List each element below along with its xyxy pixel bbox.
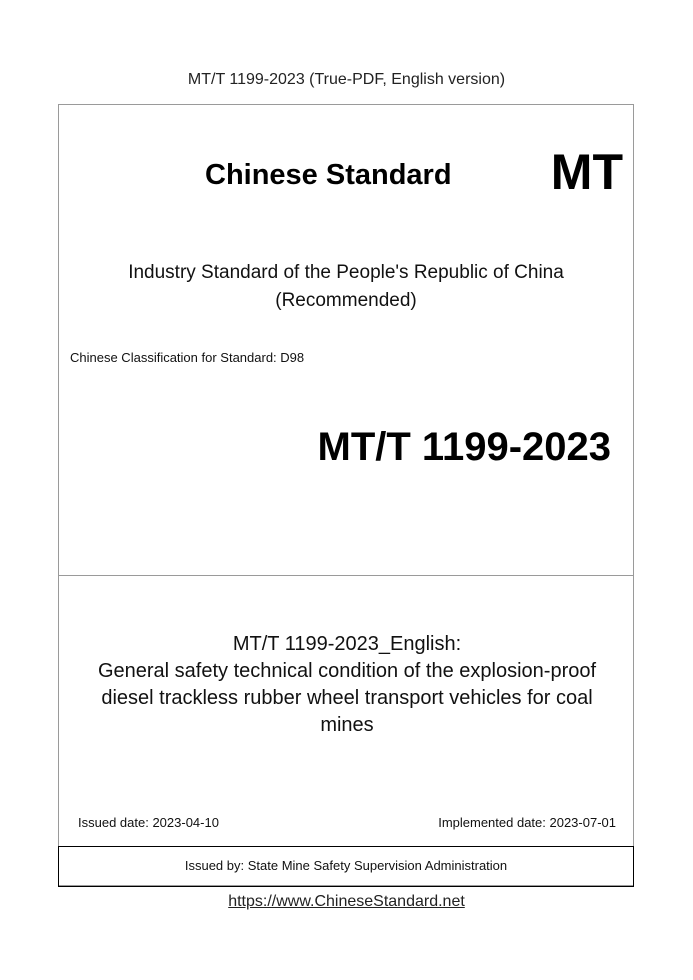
issued-date: Issued date: 2023-04-10 (78, 815, 219, 830)
website-link[interactable]: https://www.ChineseStandard.net (228, 893, 465, 910)
industry-line: Industry Standard of the People's Republic of China (128, 262, 564, 283)
industry-statement (59, 259, 633, 315)
cover-frame (58, 104, 634, 886)
document-title-line: MT/T 1199-2023_English: (232, 633, 462, 655)
document-title-line: General safety technical condition of the explosion-proof (97, 660, 597, 682)
implemented-date: Implemented date: 2023-07-01 (438, 815, 616, 830)
cover-title: Chinese Standard (205, 159, 452, 191)
document-title-line: diesel trackless rubber wheel transport vehicles for coal (101, 687, 593, 709)
footer (0, 893, 693, 911)
document-title (79, 631, 615, 739)
recommended-line: (Recommended) (275, 290, 417, 311)
standard-number: MT/T 1199-2023 (317, 425, 611, 469)
document-title-line: mines (320, 714, 374, 736)
page-header: MT/T 1199-2023 (True-PDF, English version) (187, 71, 506, 88)
issuer-box (58, 846, 634, 887)
section-divider (59, 575, 633, 576)
classification-text: Chinese Classification for Standard: D98 (70, 350, 305, 365)
issuer-text: Issued by: State Mine Safety Supervision Administration (184, 858, 508, 873)
standard-code-label: MT (550, 144, 623, 200)
